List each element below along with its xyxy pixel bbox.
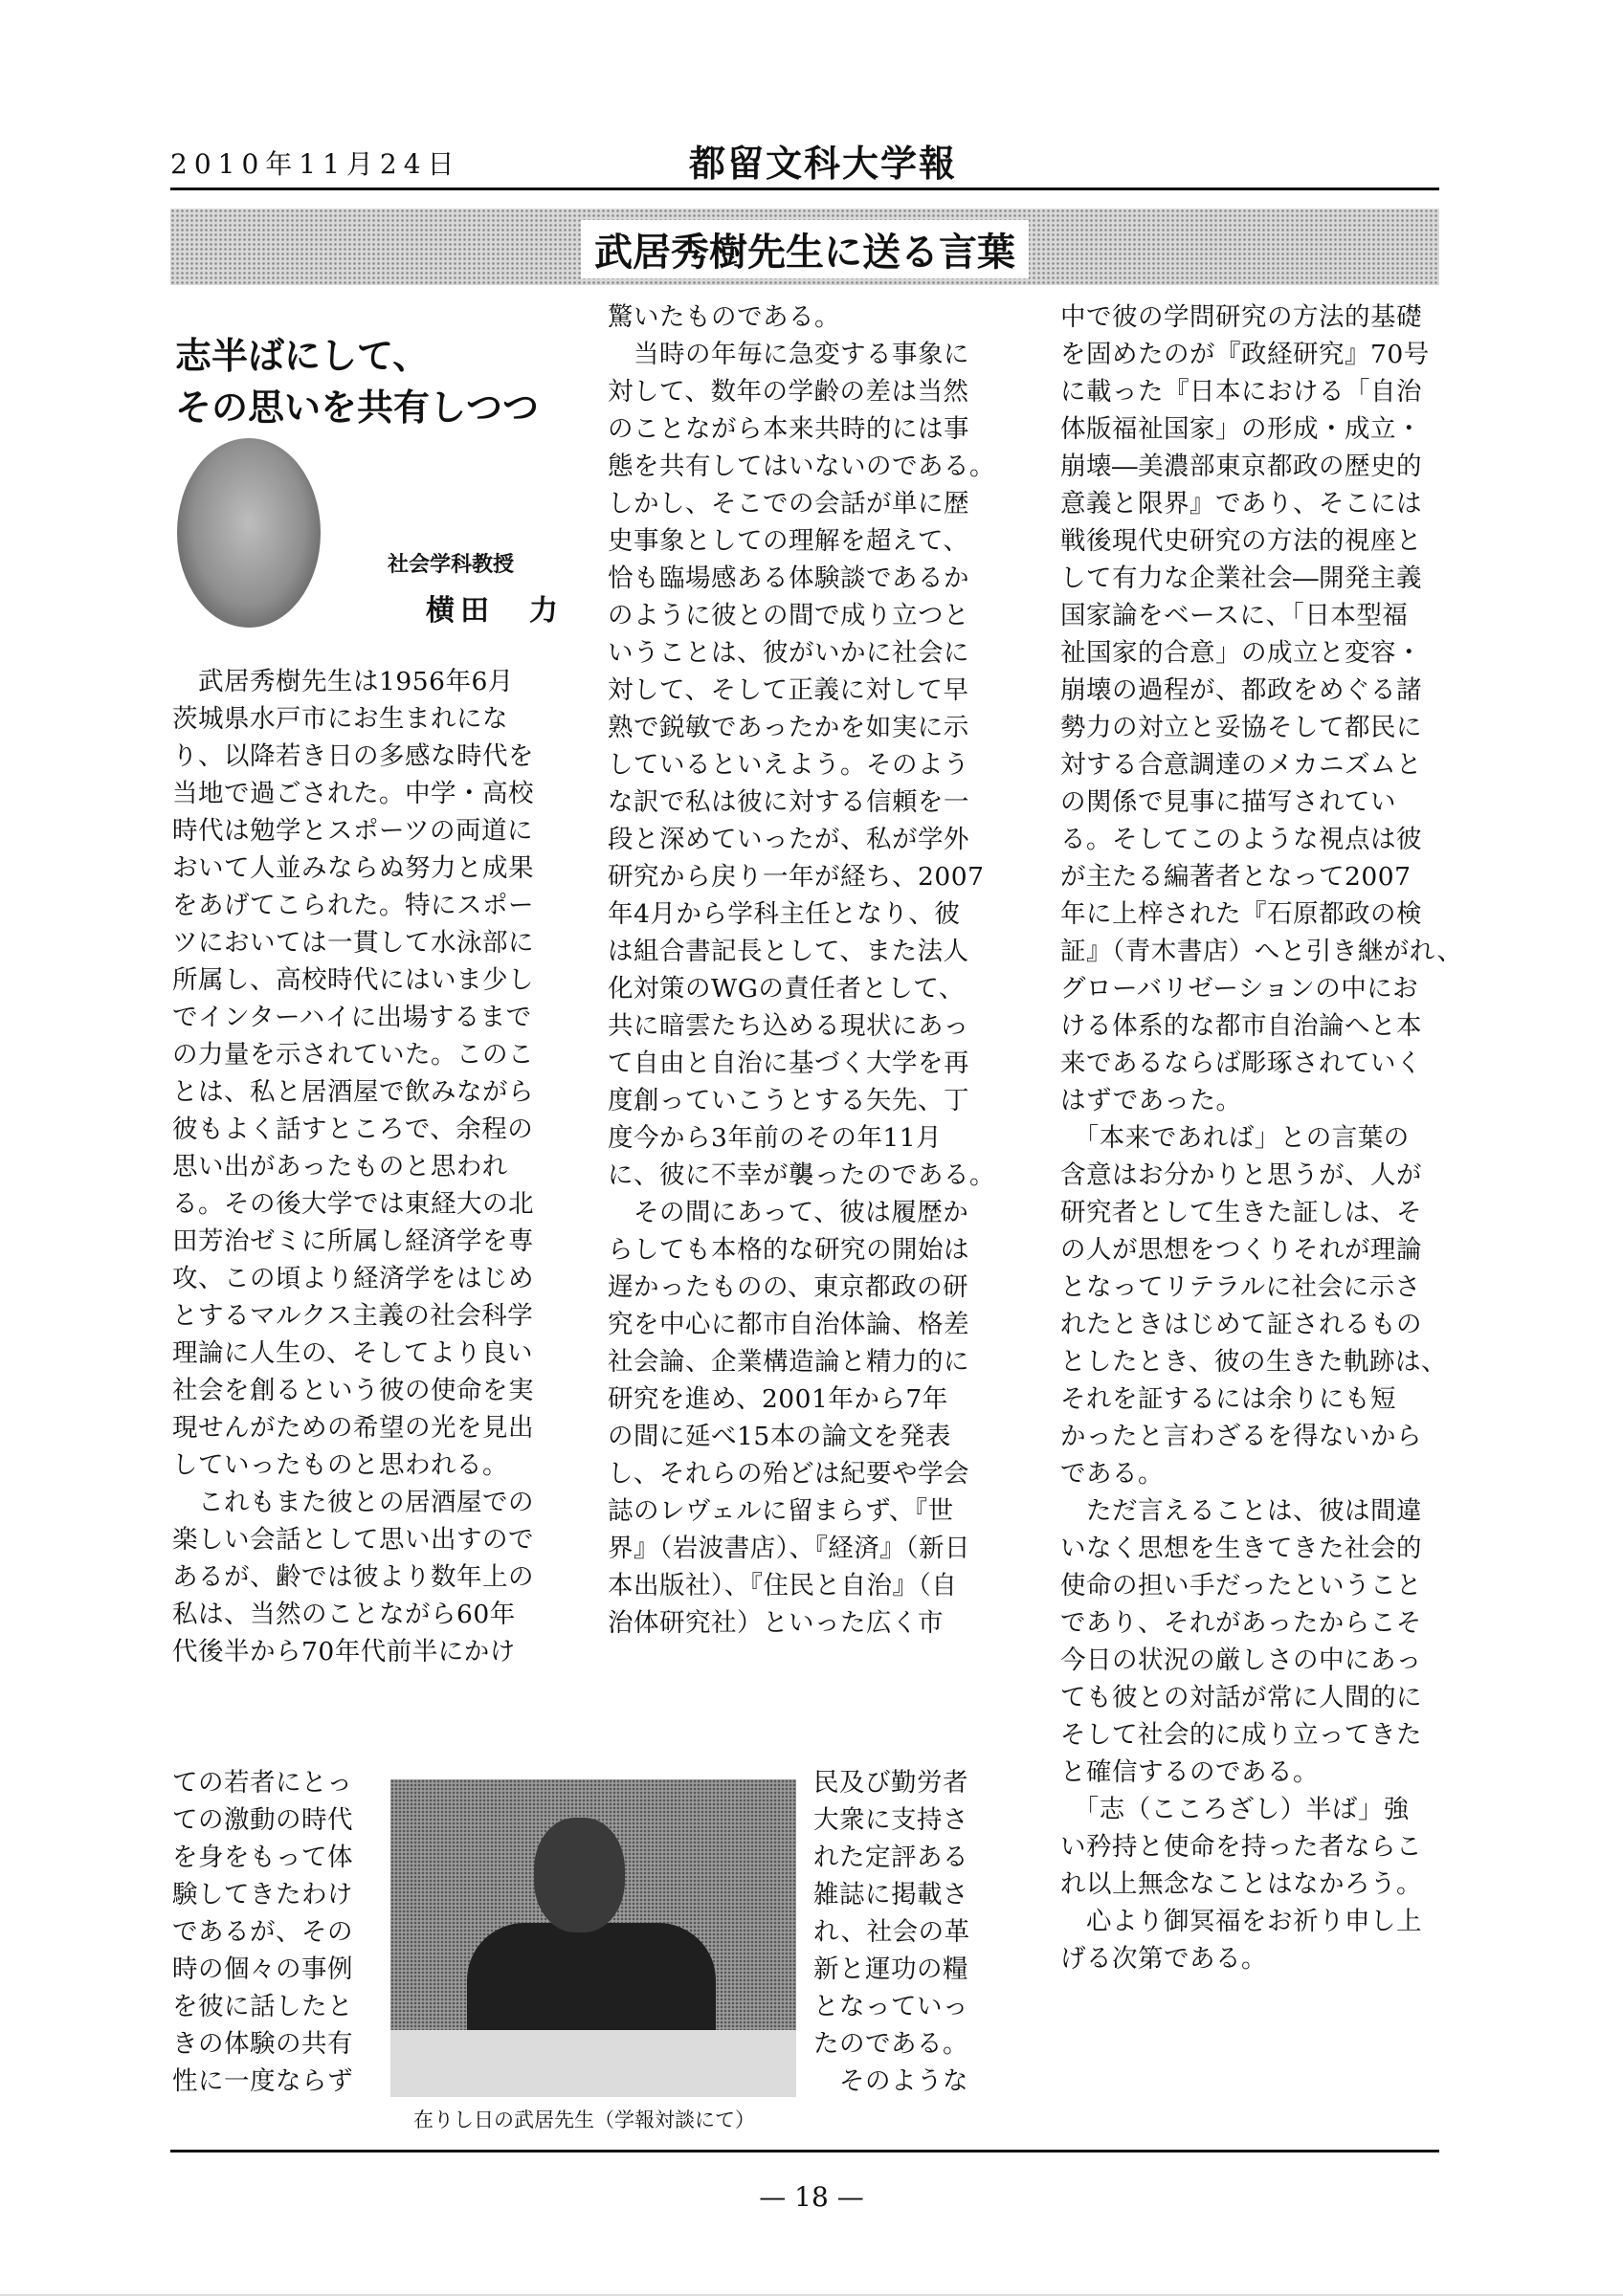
publication-title: 都留文科大学報: [689, 142, 958, 185]
photo-figure-head: [534, 1818, 625, 1932]
body-column-1: 武居秀樹先生は1956年6月 茨城県水戸市にお生まれにな り、以降若き日の多感な時代を 当地で過ごされた。中学・高校 時代は勉学とスポーツの両道に おいて人並みならぬ努力と成果 をあげてこられた。特にスポー ツにおいては一貫して水泳部に 所属し、高校時代にはいま少し でインターハイに出場するまで の力量を示されていた。このこ とは、私と居酒屋で飲みながら 彼もよく話すところで、余程の 思い出があったものと思われ る。その後大学では東経大の北 田芳治ゼミに所属し経済学を専 攻、この頃より経済学をはじめ とするマルクス主義の社会科学 理論に人生の、そしてより良い 社会を創るという彼の使命を実 現せんがための希望の光を見出 していったものと思われる。 これもまた彼との居酒屋での 楽しい会話として思い出すので あるが、齢では彼より数年上の 私は、当然のことながら60年 代後半から70年代前半にかけ: [172, 667, 534, 1667]
article-title: 志半ばにして、 その思いを共有しつつ: [175, 335, 540, 429]
section-title: 武居秀樹先生に送る言葉: [581, 220, 1029, 278]
interview-photo: [390, 1779, 796, 2097]
page-number: — 18 —: [759, 2181, 864, 2213]
photo-caption: 在りし日の武居先生（学報対談にて）: [413, 2108, 755, 2131]
section-banner: [170, 209, 1439, 285]
author-portrait: [177, 438, 321, 628]
author-affiliation: 社会学科教授: [388, 553, 515, 577]
header-rule: [170, 188, 1439, 190]
footer-rule: [170, 2150, 1439, 2152]
body-column-2: 驚いたものである。 当時の年毎に急変する事象に 対して、数年の学齢の差は当然 のことながら本来共時的には事 態を共有してはいないのである。 しかし、そこでの会話が単に歴 史事象としての理解を超えて、 恰も臨場感ある体験談であるか のように彼との間で成り立つと いうことは、彼がいかに社会に 対して、そして正義に対して早 熟で鋭敏であったかを如実に示 しているといえよう。そのよう な訳で私は彼に対する信頼を一 段と深めていったが、私が学外 研究から戻り一年が経ち、2007 年4月から学科主任となり、彼 は組合書記長として、また法人 化対策のWGの責任者として、 共に暗雲たち込める現状にあっ て自由と自治に基づく大学を再 度創っていこうとする矢先、丁 度今から3年前のその年11月 に、彼に不幸が襲ったのである。 その間にあって、彼は履歴か らしても本格的な研究の開始は 遅かったものの、東京都政の研 究を中心に都市自治体論、格差 社会論、企業構造論と精力的に 研究を進め、2001年から7年 の間に延べ15本の論文を発表 し、それらの殆どは紀要や学会 誌のレヴェルに留まらず、『世 界』（岩波書店）、『経済』（新日 本出版社）、『住民と自治』（自 治体研究社）といった広く市: [608, 302, 995, 1638]
body-column-3: 中で彼の学問研究の方法的基礎 を固めたのが『政経研究』70号 に載った『日本における「自治 体版福祉国家」の形成・成立・ 崩壊―美濃部東京都政の歴史的 意義と限界』であり、そこには 戦後現代史研究の方法的視座と して有力な企業社会―開発主義 国家論をベースに、「日本型福 祉国家的合意」の成立と変容・ 崩壊の過程が、都政をめぐる諸 勢力の対立と妥協そして都民に 対する合意調達のメカニズムと の関係で見事に描写されてい る。そしてこのような視点は彼 が主たる編著者となって2007 年に上梓された『石原都政の検 証』（青木書店）へと引き継がれ、 グローバリゼーションの中にお ける体系的な都市自治論へと本 来であるならば彫琢されていく はずであった。 「本来であれば」との言葉の 含意はお分かりと思うが、人が 研究者として生きた証しは、そ の人が思想をつくりそれが理論 となってリテラルに社会に示さ れたときはじめて証されるもの としたとき、彼の生きた軌跡は、 それを証するには余りにも短 かったと言わざるを得ないから である。 ただ言えることは、彼は間違 いなく思想を生きてきた社会的 使命の担い手だったということ であり、それがあったからこそ 今日の状況の厳しさの中にあっ ても彼との対話が常に人間的に そして社会的に成り立ってきた と確信するのである。 「志（こころざし）半ば」強 い矜持と使命を持った者ならこ れ以上無念なことはなかろう。 心より御冥福をお祈り申し上 げる次第である。: [1060, 302, 1463, 1974]
issue-date: 2010年11月24日: [170, 148, 461, 180]
author-name: 横田 力: [426, 594, 564, 628]
body-column-2-continued: 民及び勤労者 大衆に支持さ れた定評ある 雑誌に掲載さ れ、社会の革 新と運功の糧 となっていっ たのである。 そのような: [813, 1768, 970, 2096]
body-column-1-continued: ての若者にとっ ての激動の時代 を身をもって体 験してきたわけ であるが、その 時の個々の事例 を彼に話したと きの体験の共有 性に一度ならず: [172, 1768, 353, 2096]
photo-table: [390, 2030, 796, 2097]
